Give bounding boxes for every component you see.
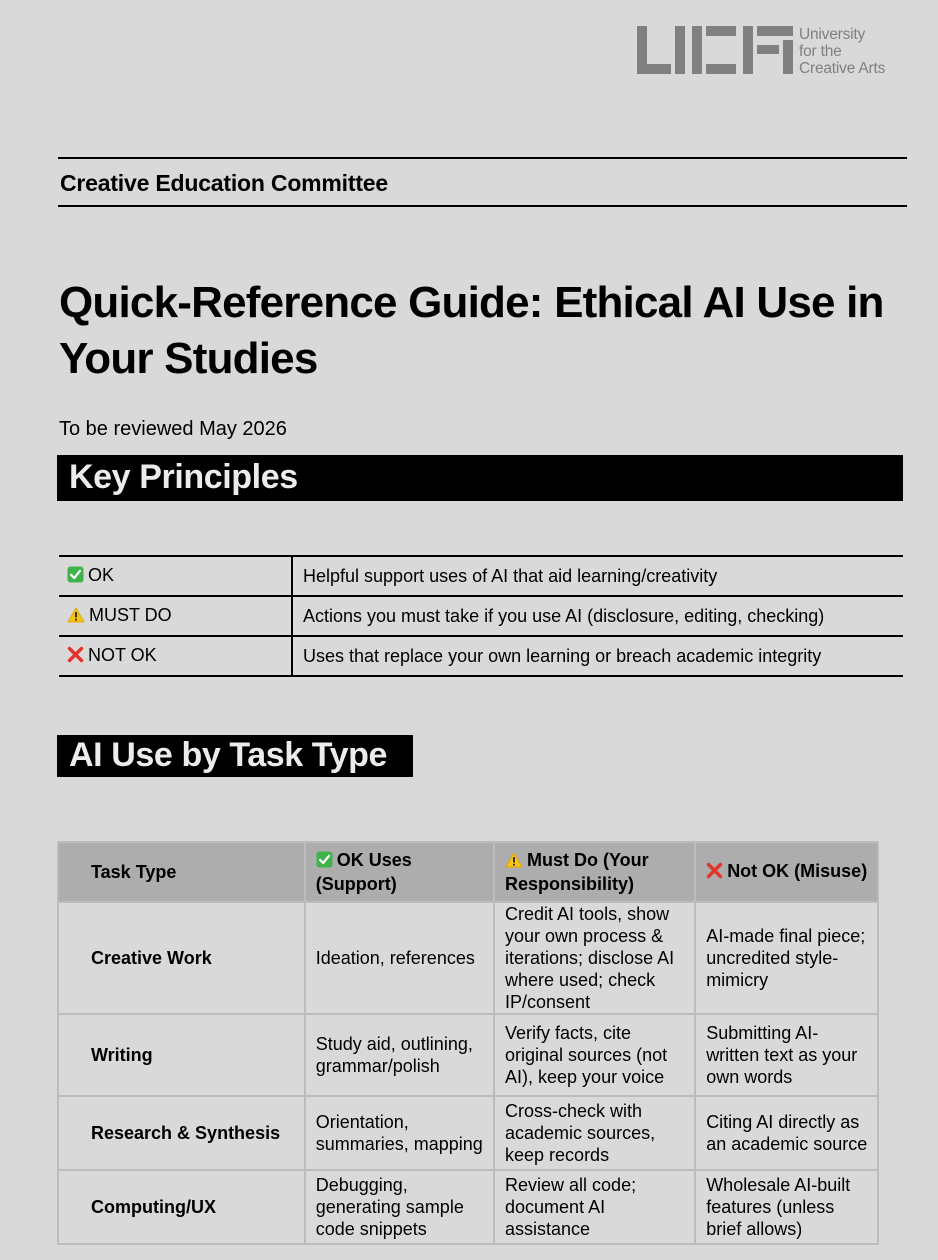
page-title: Quick-Reference Guide: Ethical AI Use in Your Studies (59, 278, 884, 383)
not-ok-cell: Citing AI directly as an academic source (695, 1096, 878, 1170)
label-text: MUST DO (89, 604, 172, 625)
uca-logo-mark (637, 26, 793, 74)
ok-uses-cell: Study aid, outlining, grammar/polish (305, 1014, 494, 1096)
column-header-ok-uses (305, 842, 494, 902)
must-do-cell: Review all code; document AI assistance (494, 1170, 695, 1244)
header-text: Task Type (91, 862, 177, 882)
column-header-must-do (494, 842, 695, 902)
logo-line: for the (799, 43, 842, 60)
must-do-cell: Credit AI tools, show your own process & iterations; disclose AI where used; check IP/consent (494, 902, 695, 1014)
uca-logo-text (799, 26, 885, 77)
principle-desc: Helpful support uses of AI that aid learning/creativity (292, 556, 903, 596)
not-ok-cell: Wholesale AI-built features (unless brief allows) (695, 1170, 878, 1244)
column-header-not-ok (695, 842, 878, 902)
cross-icon (706, 862, 723, 884)
must-do-cell: Cross-check with academic sources, keep records (494, 1096, 695, 1170)
cross-icon (67, 646, 84, 668)
section-heading-task-type: AI Use by Task Type (57, 735, 413, 777)
table-row (58, 1014, 878, 1096)
task-type-cell: Creative Work (58, 902, 305, 1014)
ok-uses-cell: Ideation, references (305, 902, 494, 1014)
table-row (58, 1096, 878, 1170)
task-type-cell: Writing (58, 1014, 305, 1096)
principle-desc: Uses that replace your own learning or breach academic integrity (292, 636, 903, 676)
header-text: OK Uses (Support) (315, 850, 412, 894)
key-principles-table (59, 555, 903, 677)
principle-label (59, 556, 292, 596)
task-type-cell: Computing/UX (58, 1170, 305, 1244)
table-row (59, 596, 903, 636)
table-header-row (58, 842, 878, 902)
ok-uses-cell: Debugging, generating sample code snippets (305, 1170, 494, 1244)
header-text: Must Do (Your Responsibility) (505, 850, 649, 894)
not-ok-cell: Submitting AI-written text as your own words (695, 1014, 878, 1096)
committee-name: Creative Education Committee (60, 170, 388, 196)
logo-line: University (799, 26, 866, 43)
must-do-cell: Verify facts, cite original sources (not AI), keep your voice (494, 1014, 695, 1096)
check-box-icon (316, 851, 333, 873)
table-row (59, 636, 903, 676)
committee-band (58, 157, 907, 207)
warning-icon (505, 851, 523, 873)
column-header-task-type (58, 842, 305, 902)
principle-label (59, 596, 292, 636)
principle-desc: Actions you must take if you use AI (disclosure, editing, checking) (292, 596, 903, 636)
table-row (58, 1170, 878, 1244)
ok-uses-cell: Orientation, summaries, mapping (305, 1096, 494, 1170)
principle-label (59, 636, 292, 676)
review-note: To be reviewed May 2026 (59, 418, 287, 440)
section-heading-key-principles: Key Principles (57, 455, 903, 501)
table-row (58, 902, 878, 1014)
task-type-table (57, 841, 879, 1245)
logo-line: Creative Arts (799, 60, 886, 77)
check-box-icon (67, 566, 84, 588)
not-ok-cell: AI-made final piece; uncredited style-mimicry (695, 902, 878, 1014)
warning-icon (67, 607, 85, 628)
label-text: NOT OK (88, 644, 157, 665)
task-type-cell: Research & Synthesis (58, 1096, 305, 1170)
uca-logo (637, 26, 907, 77)
label-text: OK (88, 564, 115, 585)
header-text: Not OK (Misuse) (727, 861, 868, 881)
table-row (59, 556, 903, 596)
